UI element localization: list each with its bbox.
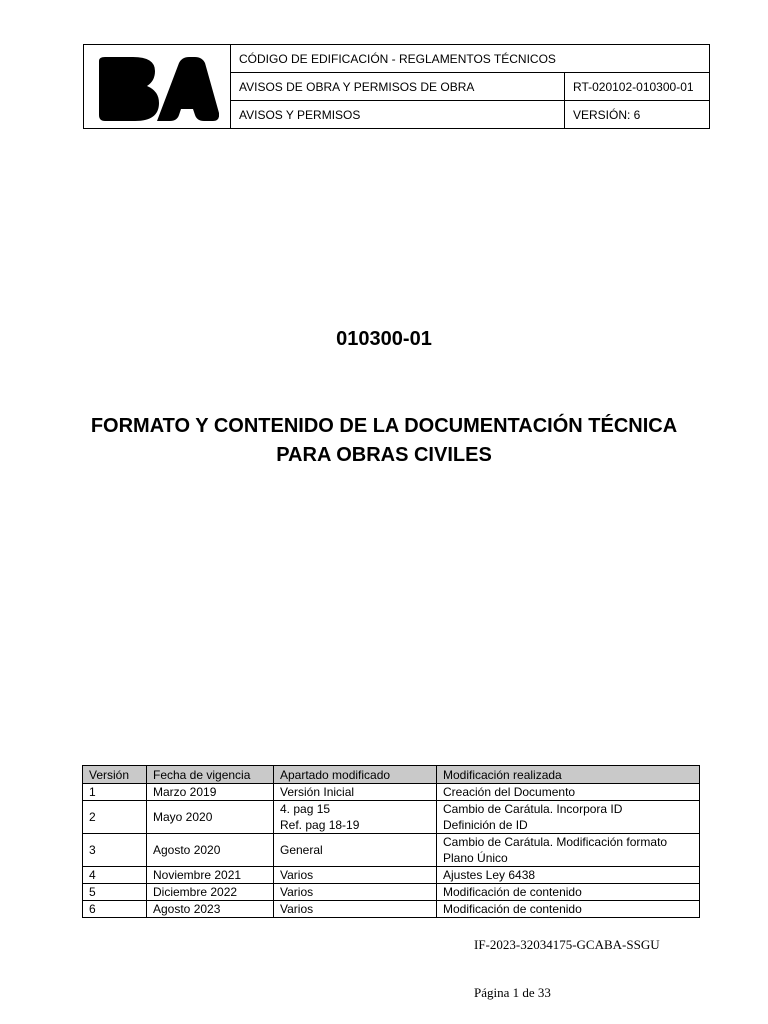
table-row — [83, 784, 700, 801]
cell-version: 5 — [83, 884, 147, 901]
cell-date: Agosto 2023 — [147, 901, 274, 918]
ba-logo — [97, 57, 219, 121]
cell-date: Marzo 2019 — [147, 784, 274, 801]
cell-section: Varios — [274, 884, 437, 901]
cell-modification: Ajustes Ley 6438 — [437, 867, 700, 884]
cell-line: Plano Único — [443, 851, 508, 865]
table-row — [83, 801, 700, 834]
cell-line: Definición de ID — [443, 818, 528, 832]
table-row — [83, 884, 700, 901]
doc-reference: RT-020102-010300-01 — [573, 79, 694, 94]
cell-section — [274, 801, 437, 834]
cell-version: 4 — [83, 867, 147, 884]
section-name: AVISOS DE OBRA Y PERMISOS DE OBRA — [231, 73, 565, 100]
cell-line: Cambio de Carátula. Modificación formato — [443, 835, 668, 849]
document-code: 010300-01 — [336, 328, 432, 350]
table-header-row — [83, 766, 700, 784]
cell-date: Diciembre 2022 — [147, 884, 274, 901]
table-row — [83, 901, 700, 918]
cell-date: Mayo 2020 — [147, 801, 274, 834]
cell-section: Varios — [274, 867, 437, 884]
cell-modification — [437, 801, 700, 834]
cell-section: Varios — [274, 901, 437, 918]
cell-modification — [437, 834, 700, 867]
cell-line: 4. pag 15 — [280, 802, 331, 816]
cell-date: Noviembre 2021 — [147, 867, 274, 884]
cell-section: General — [274, 834, 437, 867]
cell-date: Agosto 2020 — [147, 834, 274, 867]
subsection-name: AVISOS Y PERMISOS — [231, 101, 565, 128]
document-header — [83, 44, 710, 129]
logo-cell — [84, 45, 231, 128]
document-title — [60, 412, 708, 470]
cell-version: 6 — [83, 901, 147, 918]
version-label: VERSIÓN: 6 — [573, 107, 641, 122]
cell-version: 2 — [83, 801, 147, 834]
header-section: Apartado modificado — [274, 766, 437, 784]
document-reference-id: IF-2023-32034175-GCABA-SSGU — [474, 937, 660, 952]
table-row — [83, 867, 700, 884]
cell-line: Cambio de Carátula. Incorpora ID — [443, 802, 623, 816]
cell-version: 1 — [83, 784, 147, 801]
page-number: Página 1 de 33 — [474, 985, 551, 1000]
cell-line: Ref. pag 18-19 — [280, 818, 360, 832]
cell-modification: Modificación de contenido — [437, 901, 700, 918]
table-row — [83, 834, 700, 867]
cell-section: Versión Inicial — [274, 784, 437, 801]
header-version: Versión — [83, 766, 147, 784]
cell-modification: Modificación de contenido — [437, 884, 700, 901]
title-line-2: PARA OBRAS CIVILES — [276, 444, 492, 466]
cell-modification: Creación del Documento — [437, 784, 700, 801]
header-modification: Modificación realizada — [437, 766, 700, 784]
title-line-1: FORMATO Y CONTENIDO DE LA DOCUMENTACIÓN TÉCNICA — [90, 415, 678, 437]
code-title: CÓDIGO DE EDIFICACIÓN - REGLAMENTOS TÉCNICOS — [239, 51, 556, 66]
cell-version: 3 — [83, 834, 147, 867]
header-date: Fecha de vigencia — [147, 766, 274, 784]
version-history-table — [82, 765, 700, 918]
